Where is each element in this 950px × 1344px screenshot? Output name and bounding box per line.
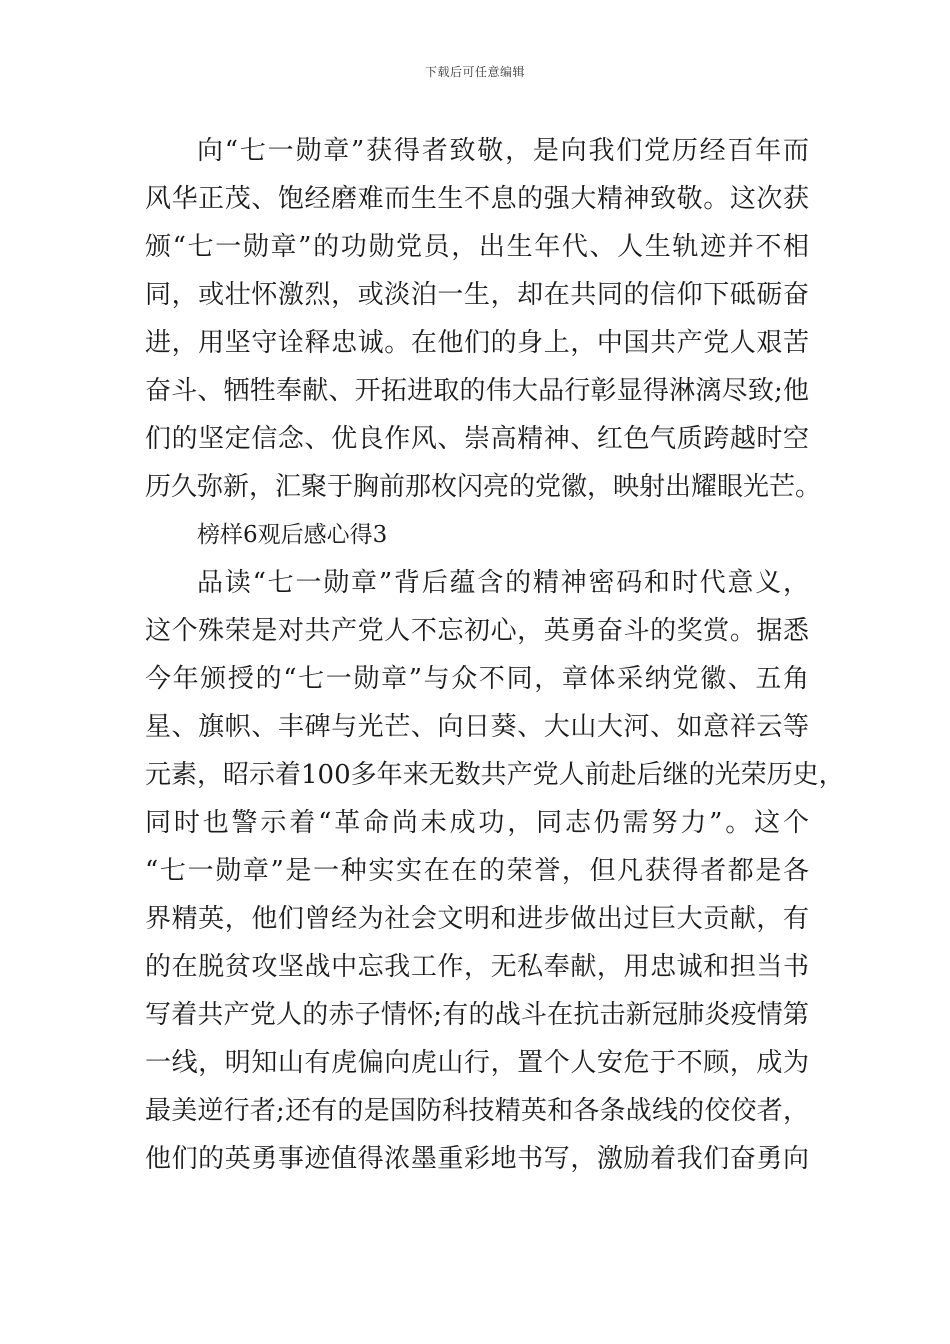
- document-body: [145, 127, 845, 1183]
- paragraph-line: 最美逆行者;还有的是国防科技精英和各条战线的佼佼者，: [145, 1096, 809, 1126]
- paragraph-line: 写着共产党人的赤子情怀;有的战斗在抗击新冠肺炎疫情第: [145, 1000, 809, 1030]
- paragraph-line: 星、旗帜、丰碑与光芒、向日葵、大山大河、如意祥云等: [145, 712, 809, 742]
- paragraph-line: 进，用坚守诠释忠诚。在他们的身上，中国共产党人艰苦: [145, 328, 809, 358]
- paragraph: [145, 127, 822, 511]
- paragraph-line: 奋斗、牺牲奉献、开拓进取的伟大品行彰显得淋漓尽致;他: [145, 376, 809, 406]
- paragraph-line: 同时也警示着“革命尚未成功，同志仍需努力”。这个: [145, 808, 809, 838]
- paragraph: [145, 559, 845, 1183]
- paragraph-line: 这个殊荣是对共产党人不忘初心，英勇奋斗的奖赏。据悉: [145, 616, 809, 646]
- paragraph-line: 历久弥新，汇聚于胸前那枚闪亮的党徽，映射出耀眼光芒。: [145, 472, 822, 502]
- page-header: 下载后可任意编辑: [424, 65, 525, 79]
- paragraph-line: 一线，明知山有虎偏向虎山行，置个人安危于不顾，成为: [145, 1048, 809, 1078]
- paragraph-line: 品读“七一勋章”背后蕴含的精神密码和时代意义，: [197, 568, 809, 598]
- paragraph-line: 的在脱贫攻坚战中忘我工作，无私奉献，用忠诚和担当书: [145, 952, 809, 982]
- paragraph-line: 界精英，他们曾经为社会文明和进步做出过巨大贡献，有: [145, 904, 809, 934]
- paragraph-line: 们的坚定信念、优良作风、崇高精神、红色气质跨越时空: [145, 424, 809, 454]
- paragraph-line: 颁“七一勋章”的功勋党员，出生年代、人生轨迹并不相: [145, 232, 809, 262]
- paragraph-line: 元素，昭示着100多年来无数共产党人前赴后继的光荣历史，: [145, 760, 845, 790]
- section-heading: 榜样6观后感心得3: [197, 522, 388, 548]
- paragraph-line: 今年颁授的“七一勋章”与众不同，章体采纳党徽、五角: [145, 664, 809, 694]
- paragraph-line: “七一勋章”是一种实实在在的荣誉，但凡获得者都是各: [145, 856, 809, 886]
- paragraph-line: 同，或壮怀激烈，或淡泊一生，却在共同的信仰下砥砺奋: [145, 280, 809, 310]
- paragraph-line: 风华正茂、饱经磨难而生生不息的强大精神致敬。这次获: [145, 184, 809, 214]
- paragraph-line: 向“七一勋章”获得者致敬，是向我们党历经百年而: [197, 136, 809, 166]
- paragraph-line: 他们的英勇事迹值得浓墨重彩地书写，激励着我们奋勇向: [145, 1144, 809, 1174]
